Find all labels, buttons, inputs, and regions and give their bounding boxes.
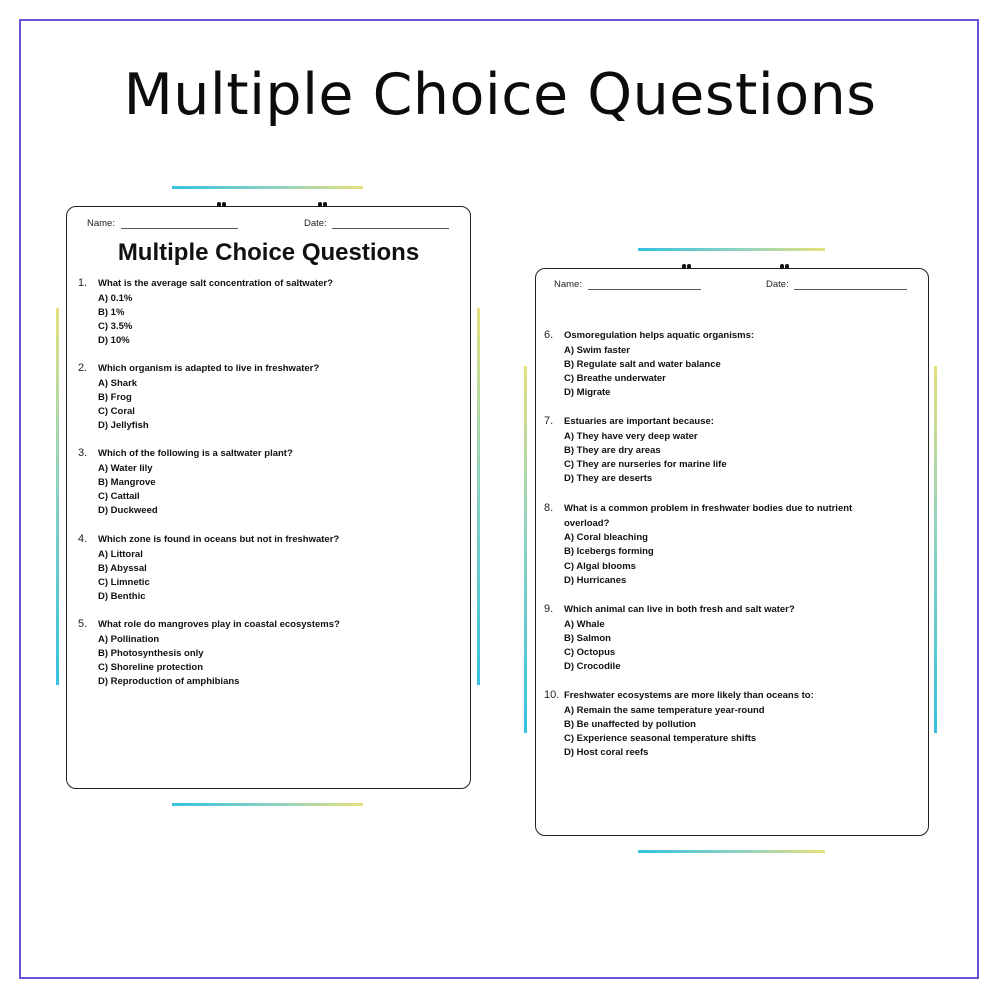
question-2 — [78, 362, 458, 434]
option-c: C) Algal blooms — [564, 560, 636, 572]
option-c: C) Limnetic — [98, 577, 150, 589]
question-text: What is the average salt concentration of saltwater? — [98, 278, 333, 289]
option-a: A) Shark — [98, 377, 138, 389]
option-d: D) Host coral reefs — [564, 747, 649, 759]
deco-bar-bottom-left — [172, 803, 363, 806]
option-a: A) Littoral — [98, 548, 143, 560]
date-field[interactable] — [766, 279, 907, 290]
name-line[interactable] — [121, 219, 238, 229]
option-a: A) Pollination — [98, 633, 160, 645]
question-6 — [544, 329, 924, 401]
name-field[interactable] — [554, 279, 701, 290]
option-d: D) Crocodile — [564, 661, 621, 673]
deco-bar-top-right — [638, 248, 825, 251]
date-field[interactable] — [304, 218, 449, 229]
question-text: Which zone is found in oceans but not in freshwater? — [98, 534, 340, 545]
option-c: C) Breathe underwater — [564, 373, 666, 385]
question-number: 8. — [544, 502, 554, 514]
deco-bar-right-right — [934, 366, 937, 733]
deco-bar-right-left — [524, 366, 527, 733]
worksheet-title: Multiple Choice Questions — [117, 239, 420, 266]
date-label: Date: — [304, 218, 327, 229]
option-d: D) Jellyfish — [98, 420, 149, 432]
worksheet-page-1 — [66, 206, 471, 789]
option-a: A) Whale — [564, 618, 605, 630]
question-8 — [544, 502, 924, 588]
option-b: B) Abyssal — [98, 562, 147, 574]
option-d: D) Benthic — [98, 591, 146, 603]
question-number: 4. — [78, 533, 88, 545]
option-b: B) Mangrove — [98, 476, 156, 488]
option-b: B) Regulate salt and water balance — [564, 358, 721, 370]
question-text: Which organism is adapted to live in freshwater? — [98, 363, 320, 374]
question-number: 5. — [78, 618, 88, 630]
option-a: A) Swim faster — [564, 344, 630, 356]
option-d: D) They are deserts — [564, 473, 653, 485]
question-text: Estuaries are important because: — [564, 416, 714, 427]
question-3 — [78, 447, 458, 519]
option-c: C) Experience seasonal temperature shifts — [564, 733, 757, 745]
option-b: B) Be unaffected by pollution — [564, 718, 696, 730]
date-line[interactable] — [332, 219, 449, 229]
deco-bar-top-left — [172, 186, 363, 189]
option-d: D) Duckweed — [98, 505, 158, 517]
option-a: A) 0.1% — [98, 292, 133, 304]
option-c: C) Coral — [98, 406, 135, 418]
option-d: D) Hurricanes — [564, 574, 627, 586]
date-label: Date: — [766, 279, 789, 290]
page-title: Multiple Choice Questions — [123, 62, 877, 128]
option-b: B) Salmon — [564, 632, 611, 644]
name-label: Name: — [554, 279, 582, 290]
question-text: Which animal can live in both fresh and salt water? — [564, 604, 795, 615]
question-text: Osmoregulation helps aquatic organisms: — [564, 330, 755, 341]
binder-clip-icon — [780, 264, 789, 270]
deco-bar-bottom-right — [638, 850, 825, 853]
name-label: Name: — [87, 218, 115, 229]
question-4 — [78, 533, 458, 605]
option-c: C) Shoreline protection — [98, 662, 204, 674]
option-d: D) Reproduction of amphibians — [98, 676, 240, 688]
option-c: C) Cattail — [98, 491, 140, 503]
option-b: B) 1% — [98, 306, 125, 318]
question-number: 9. — [544, 603, 554, 615]
question-7 — [544, 415, 924, 487]
option-b: B) Photosynthesis only — [98, 647, 204, 659]
question-text-line-2: overload? — [564, 517, 610, 529]
question-number: 10. — [544, 689, 560, 701]
binder-clip-icon — [682, 264, 691, 270]
question-number: 7. — [544, 415, 554, 427]
option-c: C) 3.5% — [98, 321, 133, 333]
binder-clip-icon — [318, 202, 327, 208]
name-field[interactable] — [87, 218, 238, 229]
deco-bar-left-right — [477, 308, 480, 685]
question-text: Which of the following is a saltwater plant? — [98, 448, 293, 459]
option-a: A) Water lily — [98, 462, 153, 474]
question-9 — [544, 603, 924, 675]
date-line[interactable] — [794, 280, 907, 290]
name-line[interactable] — [588, 280, 701, 290]
option-b: B) They are dry areas — [564, 444, 661, 456]
option-c: C) Octopus — [564, 647, 616, 659]
question-10 — [544, 689, 924, 761]
question-text: Freshwater ecosystems are more likely than oceans to: — [564, 690, 814, 701]
question-text: What role do mangroves play in coastal ecosystems? — [98, 619, 340, 630]
option-d: D) 10% — [98, 335, 130, 347]
option-b: B) Frog — [98, 391, 132, 403]
worksheet-page-2 — [535, 268, 929, 836]
option-c: C) They are nurseries for marine life — [564, 459, 727, 471]
deco-bar-left-left — [56, 308, 59, 685]
question-5 — [78, 618, 458, 690]
option-b: B) Icebergs forming — [564, 546, 654, 558]
question-1 — [78, 277, 458, 349]
option-a: A) Remain the same temperature year-round — [564, 704, 765, 716]
option-d: D) Migrate — [564, 387, 611, 399]
question-number: 1. — [78, 277, 88, 289]
option-a: A) Coral bleaching — [564, 532, 648, 543]
question-text-line-1: What is a common problem in freshwater bodies due to nutrient — [564, 503, 853, 514]
option-a: A) They have very deep water — [564, 430, 698, 442]
question-number: 3. — [78, 447, 88, 459]
question-number: 6. — [544, 329, 554, 341]
question-number: 2. — [78, 362, 88, 374]
binder-clip-icon — [217, 202, 226, 208]
